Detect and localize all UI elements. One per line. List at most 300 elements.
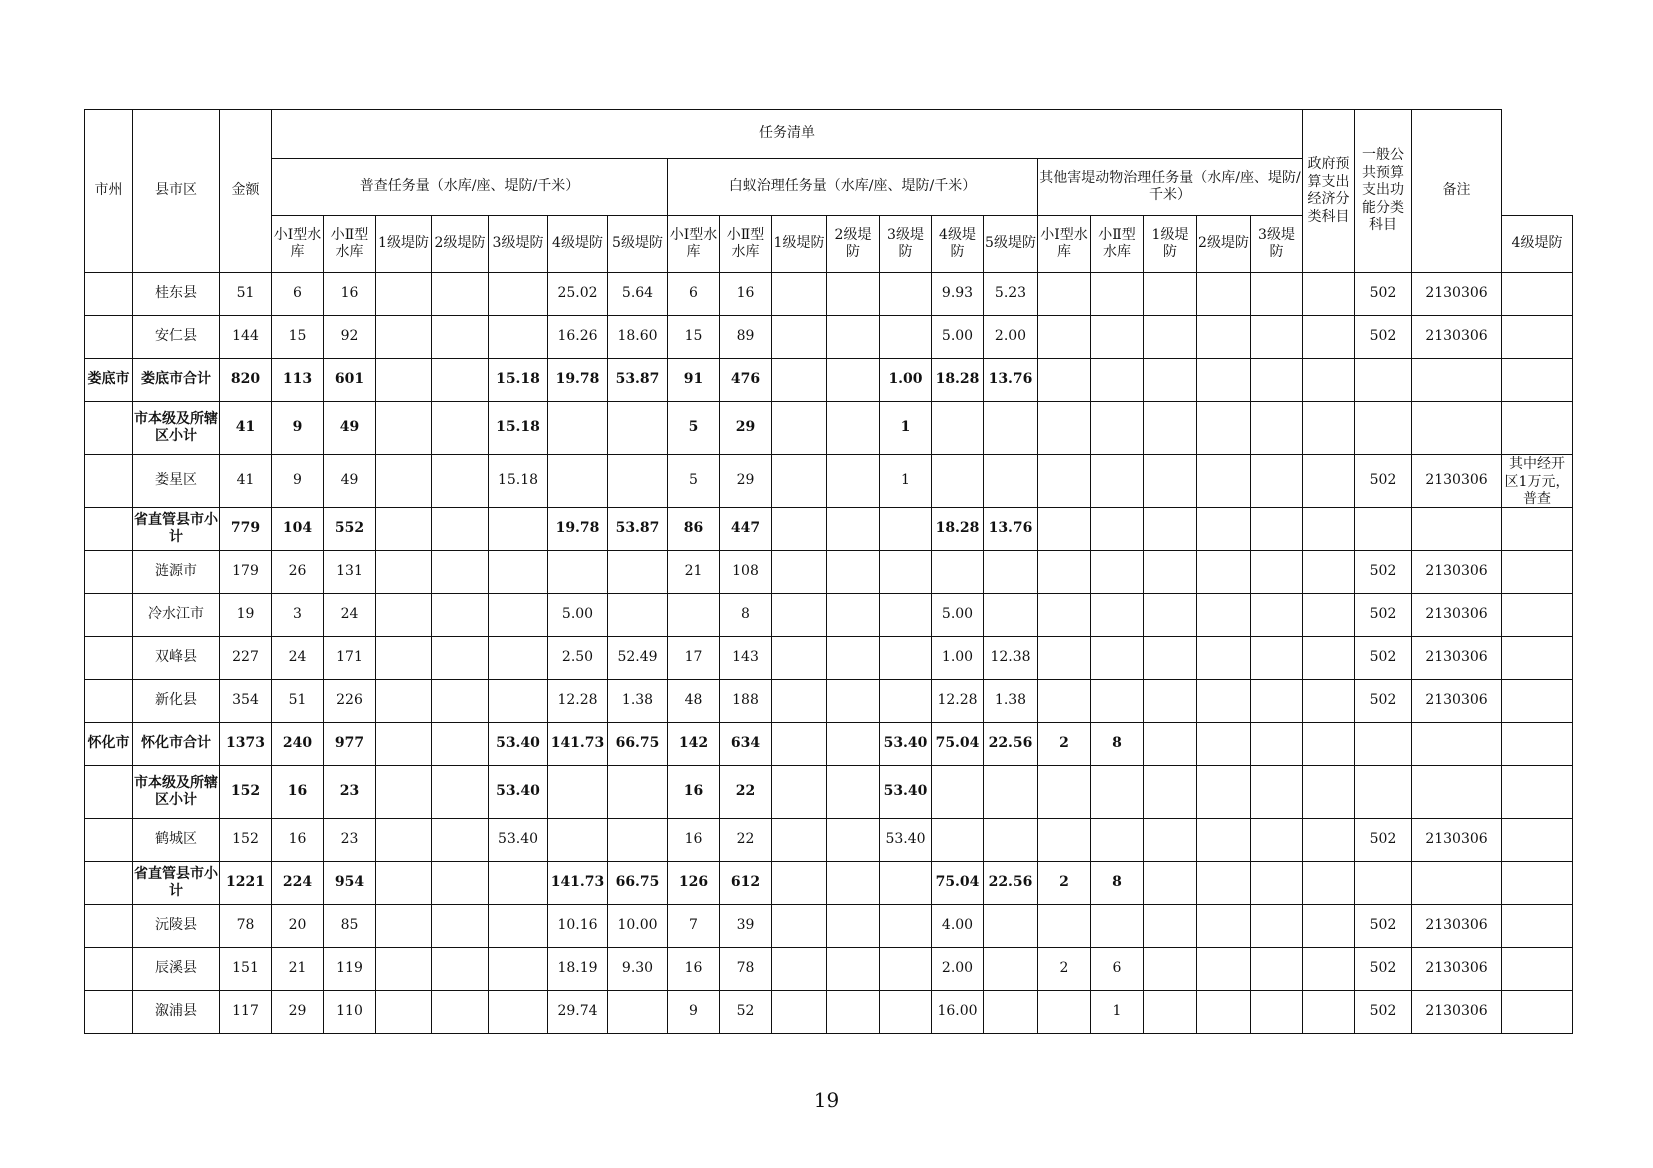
cell-value bbox=[1303, 766, 1355, 819]
table-row bbox=[85, 680, 1573, 723]
cell-value bbox=[1251, 905, 1303, 948]
cell-value: 8 bbox=[1091, 862, 1144, 905]
cell-value: 66.75 bbox=[608, 723, 668, 766]
cell-remark bbox=[1502, 551, 1573, 594]
cell-value bbox=[880, 316, 932, 359]
header-sub: 4级堤防 bbox=[932, 216, 984, 273]
cell-value bbox=[1197, 359, 1251, 402]
cell-value bbox=[1197, 819, 1251, 862]
cell-city bbox=[85, 402, 133, 455]
cell-value: 2130306 bbox=[1412, 680, 1502, 723]
cell-value bbox=[1251, 723, 1303, 766]
cell-remark bbox=[1502, 455, 1573, 508]
cell-value: 29 bbox=[720, 455, 772, 508]
cell-value: 2 bbox=[1038, 948, 1091, 991]
cell-value: 2130306 bbox=[1412, 948, 1502, 991]
cell-value bbox=[1355, 359, 1412, 402]
cell-county: 新化县 bbox=[133, 680, 220, 723]
cell-value bbox=[827, 862, 880, 905]
cell-value bbox=[489, 273, 548, 316]
cell-value bbox=[1303, 508, 1355, 551]
cell-value bbox=[432, 508, 489, 551]
cell-value bbox=[1038, 637, 1091, 680]
cell-value bbox=[1251, 637, 1303, 680]
cell-value: 66.75 bbox=[608, 862, 668, 905]
cell-county: 市本级及所辖区小计 bbox=[133, 766, 220, 819]
cell-value bbox=[880, 862, 932, 905]
cell-value bbox=[376, 316, 432, 359]
cell-value: 24 bbox=[272, 637, 324, 680]
table-row bbox=[85, 862, 1573, 905]
cell-value bbox=[1091, 273, 1144, 316]
cell-value: 89 bbox=[720, 316, 772, 359]
cell-value bbox=[1251, 316, 1303, 359]
cell-value bbox=[1251, 766, 1303, 819]
cell-value: 1 bbox=[880, 402, 932, 455]
cell-value bbox=[1303, 273, 1355, 316]
cell-value bbox=[772, 862, 827, 905]
cell-value: 23 bbox=[324, 819, 376, 862]
cell-value: 16 bbox=[272, 766, 324, 819]
cell-value: 13.76 bbox=[984, 508, 1038, 551]
cell-value bbox=[772, 991, 827, 1034]
cell-value bbox=[1303, 359, 1355, 402]
cell-value bbox=[489, 508, 548, 551]
cell-value: 2 bbox=[1038, 862, 1091, 905]
cell-value bbox=[432, 991, 489, 1034]
cell-value bbox=[1303, 637, 1355, 680]
cell-value bbox=[932, 455, 984, 508]
cell-amount: 51 bbox=[220, 273, 272, 316]
cell-value bbox=[1144, 948, 1197, 991]
table-row bbox=[85, 991, 1573, 1034]
cell-value bbox=[1355, 723, 1412, 766]
cell-value: 5.00 bbox=[932, 316, 984, 359]
cell-value bbox=[1144, 991, 1197, 1034]
cell-value: 75.04 bbox=[932, 723, 984, 766]
cell-value bbox=[984, 594, 1038, 637]
cell-value: 16 bbox=[668, 948, 720, 991]
cell-value bbox=[608, 766, 668, 819]
cell-value: 2130306 bbox=[1412, 819, 1502, 862]
cell-value: 240 bbox=[272, 723, 324, 766]
cell-value bbox=[984, 551, 1038, 594]
cell-city bbox=[85, 766, 133, 819]
cell-value bbox=[1303, 594, 1355, 637]
cell-amount: 227 bbox=[220, 637, 272, 680]
table-row bbox=[85, 455, 1573, 508]
cell-value: 23 bbox=[324, 766, 376, 819]
cell-value bbox=[1091, 455, 1144, 508]
table-row bbox=[85, 766, 1573, 819]
cell-value bbox=[1412, 359, 1502, 402]
cell-value bbox=[1091, 508, 1144, 551]
cell-value bbox=[1303, 402, 1355, 455]
cell-value bbox=[376, 948, 432, 991]
cell-value: 53.87 bbox=[608, 508, 668, 551]
cell-value: 16.00 bbox=[932, 991, 984, 1034]
cell-value bbox=[376, 551, 432, 594]
cell-value bbox=[772, 359, 827, 402]
cell-value bbox=[548, 402, 608, 455]
header-survey-group: 普查任务量（水库/座、堤防/千米） bbox=[272, 159, 668, 216]
header-city: 市州 bbox=[85, 110, 133, 273]
cell-value bbox=[1144, 723, 1197, 766]
cell-city: 怀化市 bbox=[85, 723, 133, 766]
cell-value bbox=[1091, 594, 1144, 637]
cell-value bbox=[1251, 819, 1303, 862]
cell-value: 502 bbox=[1355, 819, 1412, 862]
cell-value: 18.19 bbox=[548, 948, 608, 991]
cell-value: 53.87 bbox=[608, 359, 668, 402]
cell-value bbox=[880, 637, 932, 680]
cell-value: 20 bbox=[272, 905, 324, 948]
cell-amount: 41 bbox=[220, 455, 272, 508]
header-sub: 小Ⅰ型水库 bbox=[1038, 216, 1091, 273]
cell-city bbox=[85, 316, 133, 359]
cell-value bbox=[827, 723, 880, 766]
cell-value bbox=[772, 508, 827, 551]
cell-value: 52.49 bbox=[608, 637, 668, 680]
cell-value: 48 bbox=[668, 680, 720, 723]
cell-value: 25.02 bbox=[548, 273, 608, 316]
cell-value: 2130306 bbox=[1412, 991, 1502, 1034]
cell-value bbox=[489, 948, 548, 991]
cell-value bbox=[827, 359, 880, 402]
cell-value: 108 bbox=[720, 551, 772, 594]
cell-value bbox=[376, 819, 432, 862]
cell-value bbox=[1197, 273, 1251, 316]
cell-value bbox=[1197, 455, 1251, 508]
cell-value bbox=[608, 991, 668, 1034]
cell-value: 502 bbox=[1355, 273, 1412, 316]
header-econ-class: 政府预算支出经济分类科目 bbox=[1303, 110, 1355, 273]
cell-county: 双峰县 bbox=[133, 637, 220, 680]
cell-value: 5 bbox=[668, 402, 720, 455]
cell-value bbox=[1144, 819, 1197, 862]
cell-value: 29.74 bbox=[548, 991, 608, 1034]
cell-value bbox=[827, 455, 880, 508]
cell-value: 502 bbox=[1355, 905, 1412, 948]
cell-value bbox=[880, 273, 932, 316]
cell-value bbox=[1144, 359, 1197, 402]
cell-value bbox=[1303, 819, 1355, 862]
cell-value bbox=[1412, 508, 1502, 551]
cell-value bbox=[827, 316, 880, 359]
cell-value bbox=[1197, 680, 1251, 723]
cell-value bbox=[1303, 862, 1355, 905]
cell-value: 52 bbox=[720, 991, 772, 1034]
cell-value bbox=[772, 637, 827, 680]
cell-amount: 152 bbox=[220, 766, 272, 819]
cell-value bbox=[772, 594, 827, 637]
cell-county: 怀化市合计 bbox=[133, 723, 220, 766]
cell-value bbox=[772, 948, 827, 991]
cell-value bbox=[1197, 991, 1251, 1034]
cell-value bbox=[432, 316, 489, 359]
cell-value: 53.40 bbox=[880, 723, 932, 766]
cell-value bbox=[376, 594, 432, 637]
cell-value: 16 bbox=[272, 819, 324, 862]
cell-value bbox=[827, 680, 880, 723]
cell-remark bbox=[1502, 273, 1573, 316]
cell-value bbox=[1355, 402, 1412, 455]
cell-value bbox=[984, 991, 1038, 1034]
table-row bbox=[85, 551, 1573, 594]
cell-amount: 1373 bbox=[220, 723, 272, 766]
cell-amount: 19 bbox=[220, 594, 272, 637]
cell-value bbox=[432, 680, 489, 723]
header-other-group: 其他害堤动物治理任务量（水库/座、堤防/千米） bbox=[1038, 159, 1303, 216]
cell-city bbox=[85, 455, 133, 508]
header-remark: 备注 bbox=[1412, 110, 1502, 273]
cell-value bbox=[489, 905, 548, 948]
cell-amount: 820 bbox=[220, 359, 272, 402]
cell-value: 19.78 bbox=[548, 508, 608, 551]
cell-value: 552 bbox=[324, 508, 376, 551]
cell-value bbox=[827, 905, 880, 948]
header-sub: 5级堤防 bbox=[984, 216, 1038, 273]
cell-value bbox=[608, 402, 668, 455]
cell-value bbox=[376, 637, 432, 680]
cell-value bbox=[772, 273, 827, 316]
cell-county: 鹤城区 bbox=[133, 819, 220, 862]
cell-value: 91 bbox=[668, 359, 720, 402]
header-sub: 2级堤防 bbox=[1197, 216, 1251, 273]
cell-value bbox=[668, 594, 720, 637]
cell-value: 5.00 bbox=[548, 594, 608, 637]
cell-remark bbox=[1502, 680, 1573, 723]
cell-remark bbox=[1502, 637, 1573, 680]
cell-value bbox=[1197, 637, 1251, 680]
table-row bbox=[85, 905, 1573, 948]
header-sub: 3级堤防 bbox=[880, 216, 932, 273]
cell-value bbox=[489, 594, 548, 637]
cell-value: 53.40 bbox=[489, 819, 548, 862]
cell-value: 2130306 bbox=[1412, 594, 1502, 637]
cell-value: 18.60 bbox=[608, 316, 668, 359]
cell-value: 447 bbox=[720, 508, 772, 551]
cell-value bbox=[432, 723, 489, 766]
cell-value bbox=[432, 862, 489, 905]
cell-value bbox=[376, 905, 432, 948]
cell-value: 2130306 bbox=[1412, 551, 1502, 594]
cell-value bbox=[376, 723, 432, 766]
cell-value: 502 bbox=[1355, 594, 1412, 637]
header-amount: 金额 bbox=[220, 110, 272, 273]
cell-value bbox=[489, 551, 548, 594]
cell-remark bbox=[1502, 402, 1573, 455]
cell-amount: 117 bbox=[220, 991, 272, 1034]
cell-value: 954 bbox=[324, 862, 376, 905]
cell-value bbox=[1355, 766, 1412, 819]
header-sub: 1级堤防 bbox=[376, 216, 432, 273]
cell-county: 安仁县 bbox=[133, 316, 220, 359]
cell-value: 22 bbox=[720, 766, 772, 819]
cell-value bbox=[1144, 508, 1197, 551]
cell-value bbox=[1197, 594, 1251, 637]
cell-value: 1 bbox=[880, 455, 932, 508]
cell-value bbox=[1251, 551, 1303, 594]
cell-city bbox=[85, 508, 133, 551]
cell-value bbox=[1144, 766, 1197, 819]
cell-city bbox=[85, 991, 133, 1034]
cell-value bbox=[376, 455, 432, 508]
cell-value bbox=[1197, 862, 1251, 905]
cell-value bbox=[1144, 455, 1197, 508]
cell-amount: 144 bbox=[220, 316, 272, 359]
cell-value bbox=[1144, 551, 1197, 594]
cell-remark bbox=[1502, 862, 1573, 905]
header-func-class: 一般公共预算支出功能分类科目 bbox=[1355, 110, 1412, 273]
header-sub: 5级堤防 bbox=[608, 216, 668, 273]
cell-value bbox=[548, 766, 608, 819]
cell-remark bbox=[1502, 723, 1573, 766]
cell-value: 143 bbox=[720, 637, 772, 680]
cell-value bbox=[984, 905, 1038, 948]
cell-value bbox=[772, 905, 827, 948]
cell-value: 612 bbox=[720, 862, 772, 905]
cell-value bbox=[1412, 766, 1502, 819]
cell-value bbox=[1251, 402, 1303, 455]
cell-value: 86 bbox=[668, 508, 720, 551]
header-sub: 1级堤防 bbox=[772, 216, 827, 273]
cell-value: 502 bbox=[1355, 455, 1412, 508]
cell-value bbox=[376, 680, 432, 723]
cell-value: 39 bbox=[720, 905, 772, 948]
cell-city bbox=[85, 551, 133, 594]
cell-value bbox=[772, 680, 827, 723]
cell-value bbox=[1091, 766, 1144, 819]
cell-value bbox=[1091, 316, 1144, 359]
cell-amount: 78 bbox=[220, 905, 272, 948]
cell-value: 75.04 bbox=[932, 862, 984, 905]
cell-value bbox=[827, 766, 880, 819]
cell-value bbox=[1251, 273, 1303, 316]
cell-county: 省直管县市小计 bbox=[133, 862, 220, 905]
cell-value: 53.40 bbox=[489, 723, 548, 766]
cell-value: 7 bbox=[668, 905, 720, 948]
cell-value bbox=[880, 948, 932, 991]
cell-value: 634 bbox=[720, 723, 772, 766]
cell-value: 977 bbox=[324, 723, 376, 766]
cell-value: 18.28 bbox=[932, 508, 984, 551]
cell-value bbox=[880, 680, 932, 723]
cell-value: 16 bbox=[720, 273, 772, 316]
cell-remark bbox=[1502, 819, 1573, 862]
cell-value bbox=[880, 551, 932, 594]
cell-value: 1.00 bbox=[932, 637, 984, 680]
table-row bbox=[85, 594, 1573, 637]
cell-value: 15.18 bbox=[489, 455, 548, 508]
cell-value: 10.16 bbox=[548, 905, 608, 948]
cell-value: 6 bbox=[272, 273, 324, 316]
cell-value: 502 bbox=[1355, 948, 1412, 991]
cell-value: 5.64 bbox=[608, 273, 668, 316]
cell-value: 24 bbox=[324, 594, 376, 637]
cell-value: 171 bbox=[324, 637, 376, 680]
table-row bbox=[85, 819, 1573, 862]
cell-value bbox=[432, 402, 489, 455]
cell-value bbox=[376, 991, 432, 1034]
cell-value: 141.73 bbox=[548, 723, 608, 766]
cell-county: 溆浦县 bbox=[133, 991, 220, 1034]
cell-remark bbox=[1502, 905, 1573, 948]
cell-value bbox=[1197, 402, 1251, 455]
cell-value bbox=[376, 766, 432, 819]
cell-value: 113 bbox=[272, 359, 324, 402]
cell-remark bbox=[1502, 594, 1573, 637]
cell-value bbox=[1251, 862, 1303, 905]
task-table bbox=[84, 109, 1573, 1034]
cell-value: 6 bbox=[668, 273, 720, 316]
cell-value bbox=[827, 508, 880, 551]
cell-value: 9.30 bbox=[608, 948, 668, 991]
cell-value bbox=[1303, 455, 1355, 508]
cell-value: 12.28 bbox=[932, 680, 984, 723]
cell-value bbox=[432, 819, 489, 862]
cell-value bbox=[984, 402, 1038, 455]
cell-value bbox=[984, 948, 1038, 991]
header-sub: 3级堤防 bbox=[1251, 216, 1303, 273]
cell-remark bbox=[1502, 991, 1573, 1034]
cell-amount: 779 bbox=[220, 508, 272, 551]
cell-value bbox=[1303, 551, 1355, 594]
cell-value: 21 bbox=[272, 948, 324, 991]
cell-value bbox=[772, 402, 827, 455]
header-sub: 3级堤防 bbox=[489, 216, 548, 273]
cell-value bbox=[772, 551, 827, 594]
cell-value bbox=[376, 402, 432, 455]
remark-text: 其中经开区1万元，普查 bbox=[1504, 456, 1570, 506]
cell-value: 22.56 bbox=[984, 862, 1038, 905]
cell-value bbox=[827, 637, 880, 680]
cell-value bbox=[1303, 680, 1355, 723]
cell-value bbox=[489, 680, 548, 723]
cell-value bbox=[1251, 359, 1303, 402]
table-row bbox=[85, 948, 1573, 991]
cell-value bbox=[608, 594, 668, 637]
cell-value: 2.00 bbox=[932, 948, 984, 991]
cell-value bbox=[772, 766, 827, 819]
cell-value bbox=[772, 819, 827, 862]
table-row bbox=[85, 316, 1573, 359]
cell-amount: 151 bbox=[220, 948, 272, 991]
page-number: 19 bbox=[813, 1088, 840, 1112]
cell-value bbox=[827, 551, 880, 594]
cell-remark bbox=[1502, 766, 1573, 819]
cell-county: 省直管县市小计 bbox=[133, 508, 220, 551]
cell-value bbox=[1091, 905, 1144, 948]
cell-value bbox=[548, 551, 608, 594]
cell-value bbox=[932, 551, 984, 594]
cell-value: 1.00 bbox=[880, 359, 932, 402]
cell-value bbox=[1038, 594, 1091, 637]
cell-value: 141.73 bbox=[548, 862, 608, 905]
table-row bbox=[85, 508, 1573, 551]
cell-value bbox=[1091, 402, 1144, 455]
cell-value: 142 bbox=[668, 723, 720, 766]
cell-remark bbox=[1502, 508, 1573, 551]
cell-value bbox=[489, 862, 548, 905]
cell-value bbox=[432, 359, 489, 402]
cell-value bbox=[932, 402, 984, 455]
table-row bbox=[85, 637, 1573, 680]
cell-value bbox=[376, 508, 432, 551]
cell-value: 2.50 bbox=[548, 637, 608, 680]
cell-value: 29 bbox=[720, 402, 772, 455]
cell-value: 476 bbox=[720, 359, 772, 402]
